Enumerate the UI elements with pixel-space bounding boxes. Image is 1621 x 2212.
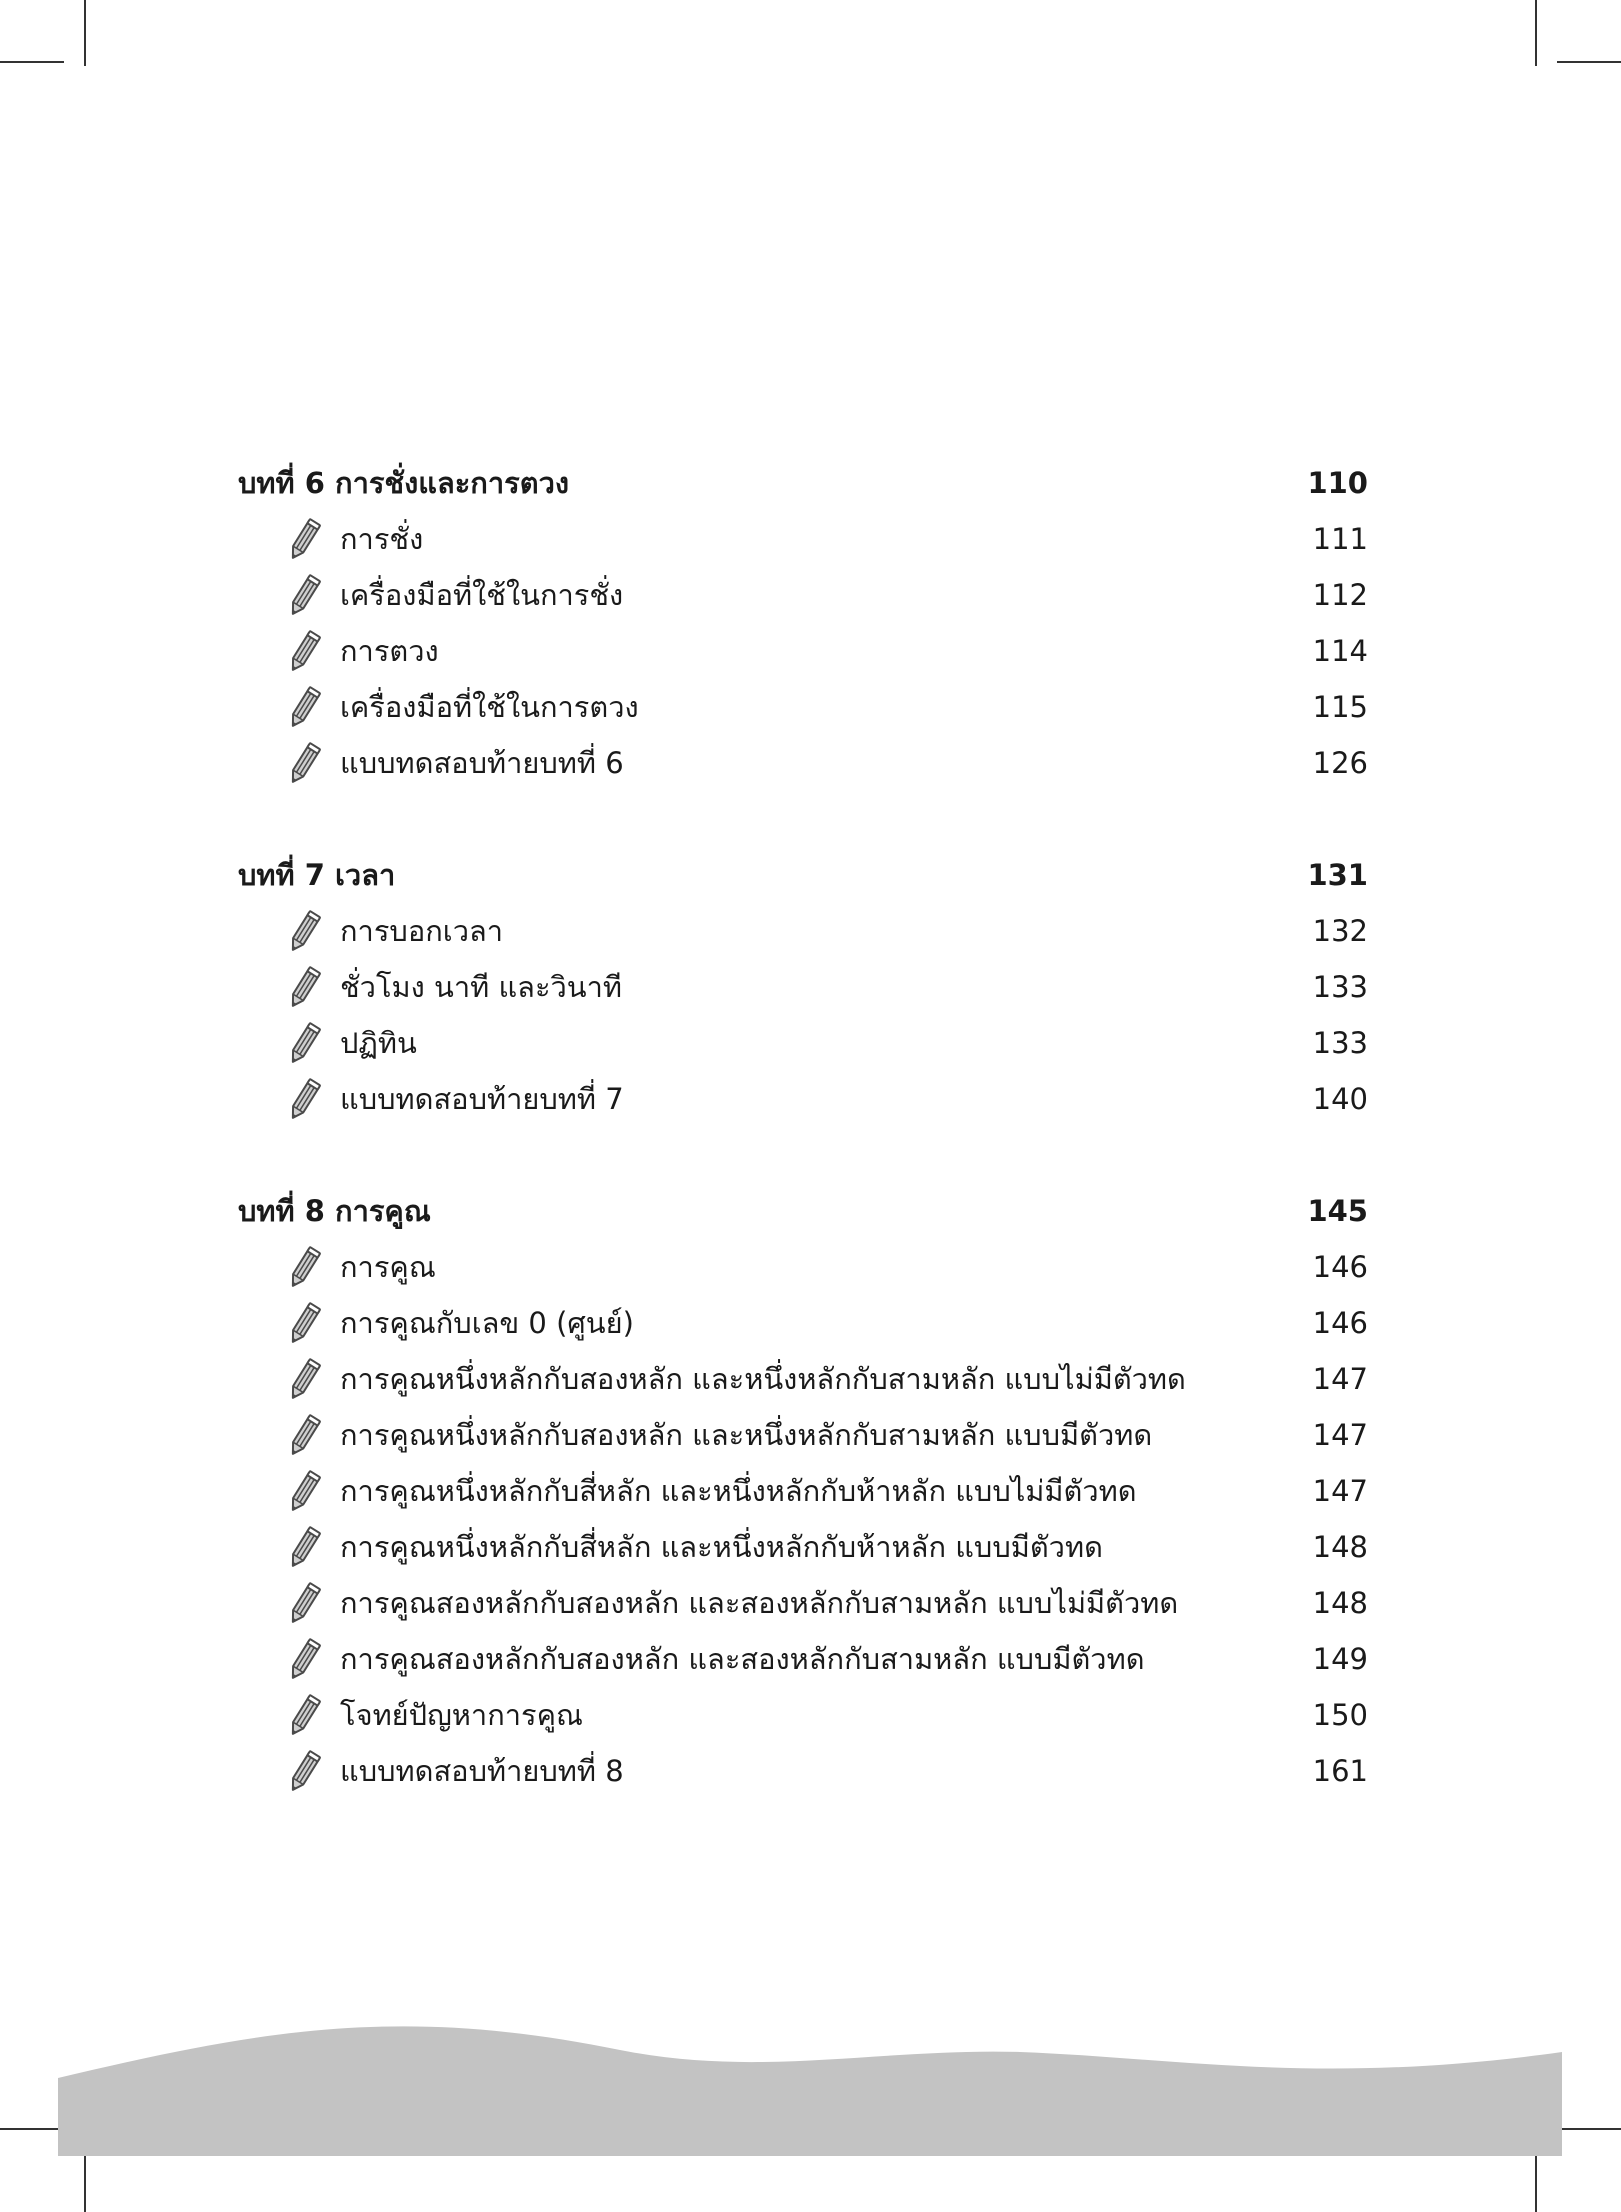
pencil-icon [284,1245,324,1291]
pencil-icon [284,1357,324,1403]
pencil-icon [284,1469,324,1515]
page-number: 149 [1312,1642,1368,1676]
page-number: 146 [1312,1250,1368,1284]
page-number: 132 [1312,914,1368,948]
toc-entry[interactable] [238,1631,1368,1687]
chapter-title: บทที่ 6 การชั่งและการตวง [238,466,570,500]
pencil-icon [284,1637,324,1683]
pencil-icon [284,1301,324,1347]
toc-entry[interactable] [238,1519,1368,1575]
chapter-6-section [238,455,1368,791]
pencil-icon [284,1525,324,1571]
toc-entry[interactable] [238,511,1368,567]
page-number: 147 [1312,1474,1368,1508]
page-number: 150 [1312,1698,1368,1732]
toc-entry[interactable] [238,959,1368,1015]
page-number: 140 [1312,1082,1368,1116]
toc-entry[interactable] [238,567,1368,623]
entry-title: โจทย์ปัญหาการคูณ [340,1698,583,1732]
page-number: 148 [1312,1586,1368,1620]
pencil-icon [284,1021,324,1067]
pencil-icon [284,685,324,731]
pencil-icon [284,573,324,619]
chapter-heading[interactable] [238,847,1368,903]
entry-title: การบอกเวลา [340,914,504,948]
toc-entry[interactable] [238,1463,1368,1519]
entry-title: การตวง [340,634,439,668]
page-number: 115 [1312,690,1368,724]
toc-entry[interactable] [238,679,1368,735]
page-number: 112 [1312,578,1368,612]
table-of-contents [238,455,1368,1855]
page-number: 111 [1312,522,1368,556]
toc-entry[interactable] [238,903,1368,959]
entry-title: การคูณหนึ่งหลักกับสองหลัก และหนึ่งหลักกับสามหลัก แบบมีตัวทด [340,1418,1153,1452]
page-number: 126 [1312,746,1368,780]
chapter-heading[interactable] [238,455,1368,511]
entry-title: การคูณสองหลักกับสองหลัก และสองหลักกับสามหลัก แบบมีตัวทด [340,1642,1145,1676]
pencil-icon [284,1581,324,1627]
toc-entry[interactable] [238,1407,1368,1463]
pencil-icon [284,1413,324,1459]
chapter-title: บทที่ 8 การคูณ [238,1194,431,1228]
toc-entry[interactable] [238,1351,1368,1407]
entry-title: การชั่ง [340,522,424,556]
pencil-icon [284,1077,324,1123]
entry-title: เครื่องมือที่ใช้ในการชั่ง [340,578,624,612]
pencil-icon [284,741,324,787]
entry-title: การคูณหนึ่งหลักกับสองหลัก และหนึ่งหลักกับสามหลัก แบบไม่มีตัวทด [340,1362,1186,1396]
chapter-title: บทที่ 7 เวลา [238,858,396,892]
entry-title: แบบทดสอบท้ายบทที่ 8 [340,1754,624,1788]
toc-entry[interactable] [238,1687,1368,1743]
entry-title: การคูณหนึ่งหลักกับสี่หลัก และหนึ่งหลักกับห้าหลัก แบบมีตัวทด [340,1530,1103,1564]
toc-entry[interactable] [238,1239,1368,1295]
toc-entry[interactable] [238,623,1368,679]
chapter-8-section [238,1183,1368,1799]
chapter-7-section [238,847,1368,1127]
toc-entry[interactable] [238,1015,1368,1071]
page-number: 133 [1312,970,1368,1004]
entry-title: แบบทดสอบท้ายบทที่ 6 [340,746,624,780]
chapter-heading[interactable] [238,1183,1368,1239]
toc-entry[interactable] [238,1743,1368,1799]
page-number: 147 [1312,1362,1368,1396]
entry-title: การคูณกับเลข 0 (ศูนย์) [340,1306,634,1340]
page-number: 148 [1312,1530,1368,1564]
entry-title: การคูณสองหลักกับสองหลัก และสองหลักกับสามหลัก แบบไม่มีตัวทด [340,1586,1179,1620]
toc-entry[interactable] [238,1295,1368,1351]
page-number: 145 [1307,1194,1368,1228]
toc-entry[interactable] [238,1071,1368,1127]
pencil-icon [284,1749,324,1795]
pencil-icon [284,517,324,563]
page-number: 146 [1312,1306,1368,1340]
entry-title: ชั่วโมง นาที และวินาที [340,970,623,1004]
toc-entry[interactable] [238,1575,1368,1631]
toc-entry[interactable] [238,735,1368,791]
page-number: 147 [1312,1418,1368,1452]
pencil-icon [284,965,324,1011]
page-number: 131 [1307,858,1368,892]
entry-title: การคูณ [340,1250,436,1284]
entry-title: แบบทดสอบท้ายบทที่ 7 [340,1082,624,1116]
page-number: 133 [1312,1026,1368,1060]
page-number: 161 [1312,1754,1368,1788]
page-number: 114 [1312,634,1368,668]
entry-title: การคูณหนึ่งหลักกับสี่หลัก และหนึ่งหลักกับห้าหลัก แบบไม่มีตัวทด [340,1474,1137,1508]
pencil-icon [284,1693,324,1739]
pencil-icon [284,909,324,955]
pencil-icon [284,629,324,675]
entry-title: ปฏิทิน [340,1026,417,1060]
entry-title: เครื่องมือที่ใช้ในการตวง [340,690,639,724]
page-number: 110 [1307,466,1368,500]
